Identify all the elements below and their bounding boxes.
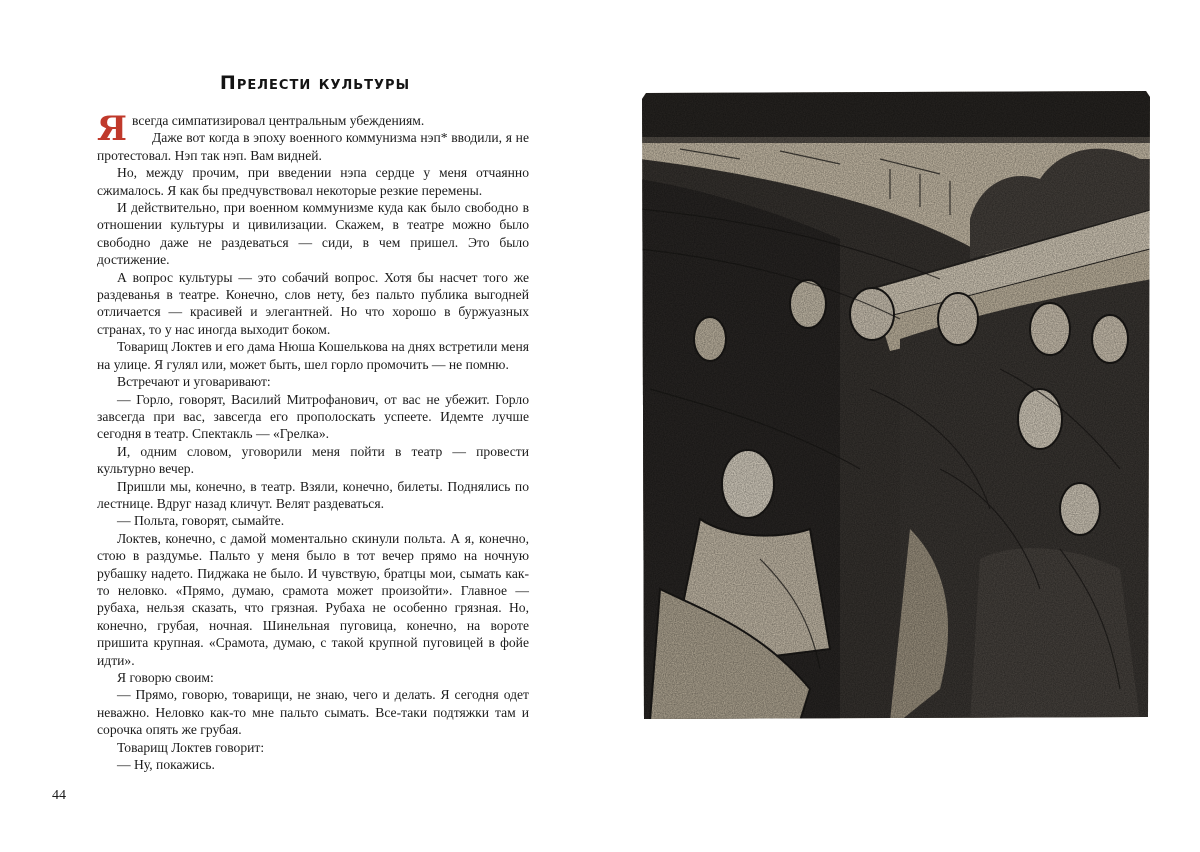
paragraph: Товарищ Локтев говорит: xyxy=(117,739,265,755)
paragraph: — Ну, покажись. xyxy=(117,757,215,773)
paragraph: — Горло, говорят, Василий Митрофанович, от вас не убежит. Горло завсегда при вас, завсегда его прополоскать успеете. Идемте лучше сегодня в театр. Спектакль — «Грелка». xyxy=(97,391,529,442)
paragraph: Даже вот когда в эпоху военного коммунизма нэп* вводили, я не протестовал. Нэп так нэп. Вам видней. xyxy=(97,130,529,163)
paragraph-text: всегда симпатизировал центральным убеждениям. xyxy=(131,113,425,128)
paragraph: — Польта, говорят, сымайте. xyxy=(117,513,285,529)
paragraph: Я говорю своим: xyxy=(117,670,214,685)
paragraph: — Прямо, говорю, товарищи, не знаю, чего и делать. Я сегодня одет неважно. Неловко как-то мне пальто сымать. Все-таки подтяжки там и сорочка опять же грубая. xyxy=(97,687,529,738)
theatre-audience-illustration xyxy=(640,89,1152,721)
paragraph: Локтев, конечно, с дамой моментально скинули польта. А я, конечно, стою в раздумье. Пальто у меня было в тот вечер прямо на ночную рубашку надето. Пиджака не было. И чувствую, братцы мои, сымать как-то неловко. «Прямо, думаю, срамота может произойти». Главное — рубаха, нельзя сказать, что грязная. Рубаха не особенно грязная. Но, конечно, грубая, ночная. Шинельная пуговица, конечно, на вороте пришита крупная. «Срамота, думаю, с такой крупной пуговицей в фойе идти». xyxy=(97,530,529,668)
paragraph: Но, между прочим, при введении нэпа сердце у меня отчаянно сжималось. Я как бы предчувствовал некоторые резкие перемены. xyxy=(97,165,529,198)
body-text xyxy=(97,109,529,773)
paragraph: Товарищ Локтев и его дама Нюша Кошелькова на днях встретили меня на улице. Я гулял или, может быть, шел горло промочить — не помню. xyxy=(97,339,529,372)
paragraph: Встречают и уговаривают: xyxy=(117,374,271,390)
paragraph: И действительно, при военном коммунизме куда как было свободно в отношении культуры и цивилизации. Скажем, в театре можно было свободно даже не раздеваться — сиди, в чем пришел. Это было достижение. xyxy=(97,200,529,268)
paragraph: А вопрос культуры — это собачий вопрос. Хотя бы насчет того же раздеванья в театре. Конечно, слов нету, без пальто публика выгодней отличается — красивей и элегантней. Но что хорошо в буржуазных странах, то у нас иногда выходит боком. xyxy=(97,269,529,337)
drop-cap: Я xyxy=(97,109,127,149)
chapter-title: Прелести культуры xyxy=(219,72,411,94)
paragraph: Пришли мы, конечно, в театр. Взяли, конечно, билеты. Поднялись по лестнице. Вдруг назад кличут. Велят раздеваться. xyxy=(97,478,529,511)
paragraph: И, одним словом, уговорили меня пойти в театр — провести культурно вечер. xyxy=(97,443,529,477)
page-number: 44 xyxy=(52,788,66,803)
